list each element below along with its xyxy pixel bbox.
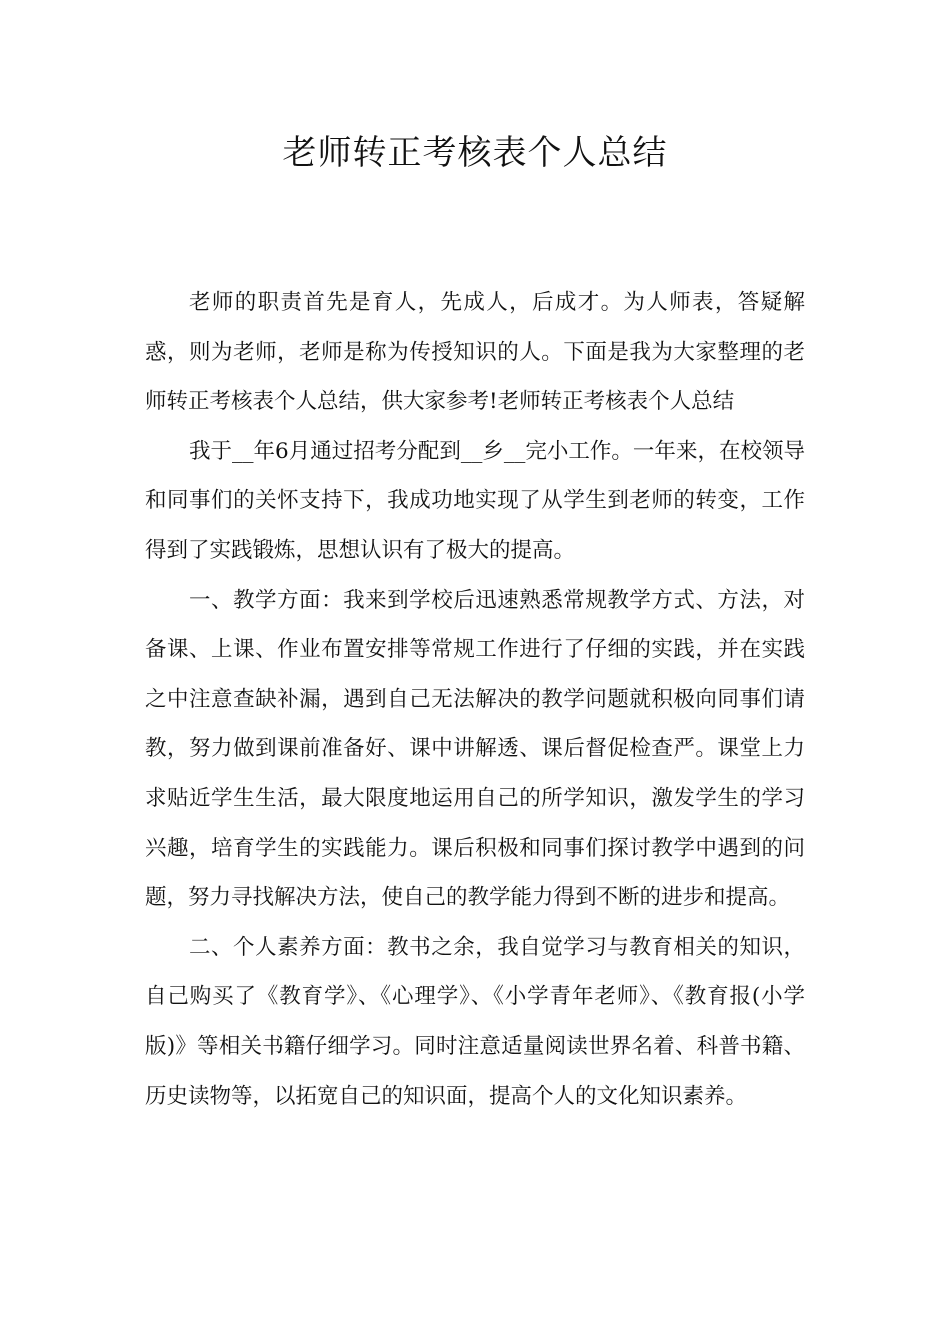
paragraph-assignment: 我于__年6月通过招考分配到__乡__完小工作。一年来，在校领导和同事们的关怀支持下，我成功地实现了从学生到老师的转变，工作得到了实践锻炼，思想认识有了极大的提高。: [145, 438, 805, 563]
document-body: [145, 278, 805, 1121]
paragraph-intro: 老师的职责首先是育人，先成人，后成才。为人师表，答疑解惑，则为老师，老师是称为传授知识的人。下面是我为大家整理的老师转正考核表个人总结，供大家参考!老师转正考核表个人总结: [145, 290, 805, 415]
paragraph-personal-quality: 二、个人素养方面：教书之余，我自觉学习与教育相关的知识，自己购买了《教育学》、《心理学》、《小学青年老师》、《教育报(小学版)》等相关书籍仔细学习。同时注意适量阅读世界名着、科普书籍、历史读物等，以拓宽自己的知识面，提高个人的文化知识素养。: [145, 934, 805, 1109]
paragraph-teaching: 一、教学方面：我来到学校后迅速熟悉常规教学方式、方法，对备课、上课、作业布置安排等常规工作进行了仔细的实践，并在实践之中注意查缺补漏，遇到自己无法解决的教学问题就积极向同事们请教，努力做到课前准备好、课中讲解透、课后督促检查严。课堂上力求贴近学生生活，最大限度地运用自己的所学知识，激发学生的学习兴趣，培育学生的实践能力。课后积极和同事们探讨教学中遇到的问题，努力寻找解决方法，使自己的教学能力得到不断的进步和提高。: [145, 587, 805, 911]
document-title: 老师转正考核表个人总结: [282, 133, 668, 173]
